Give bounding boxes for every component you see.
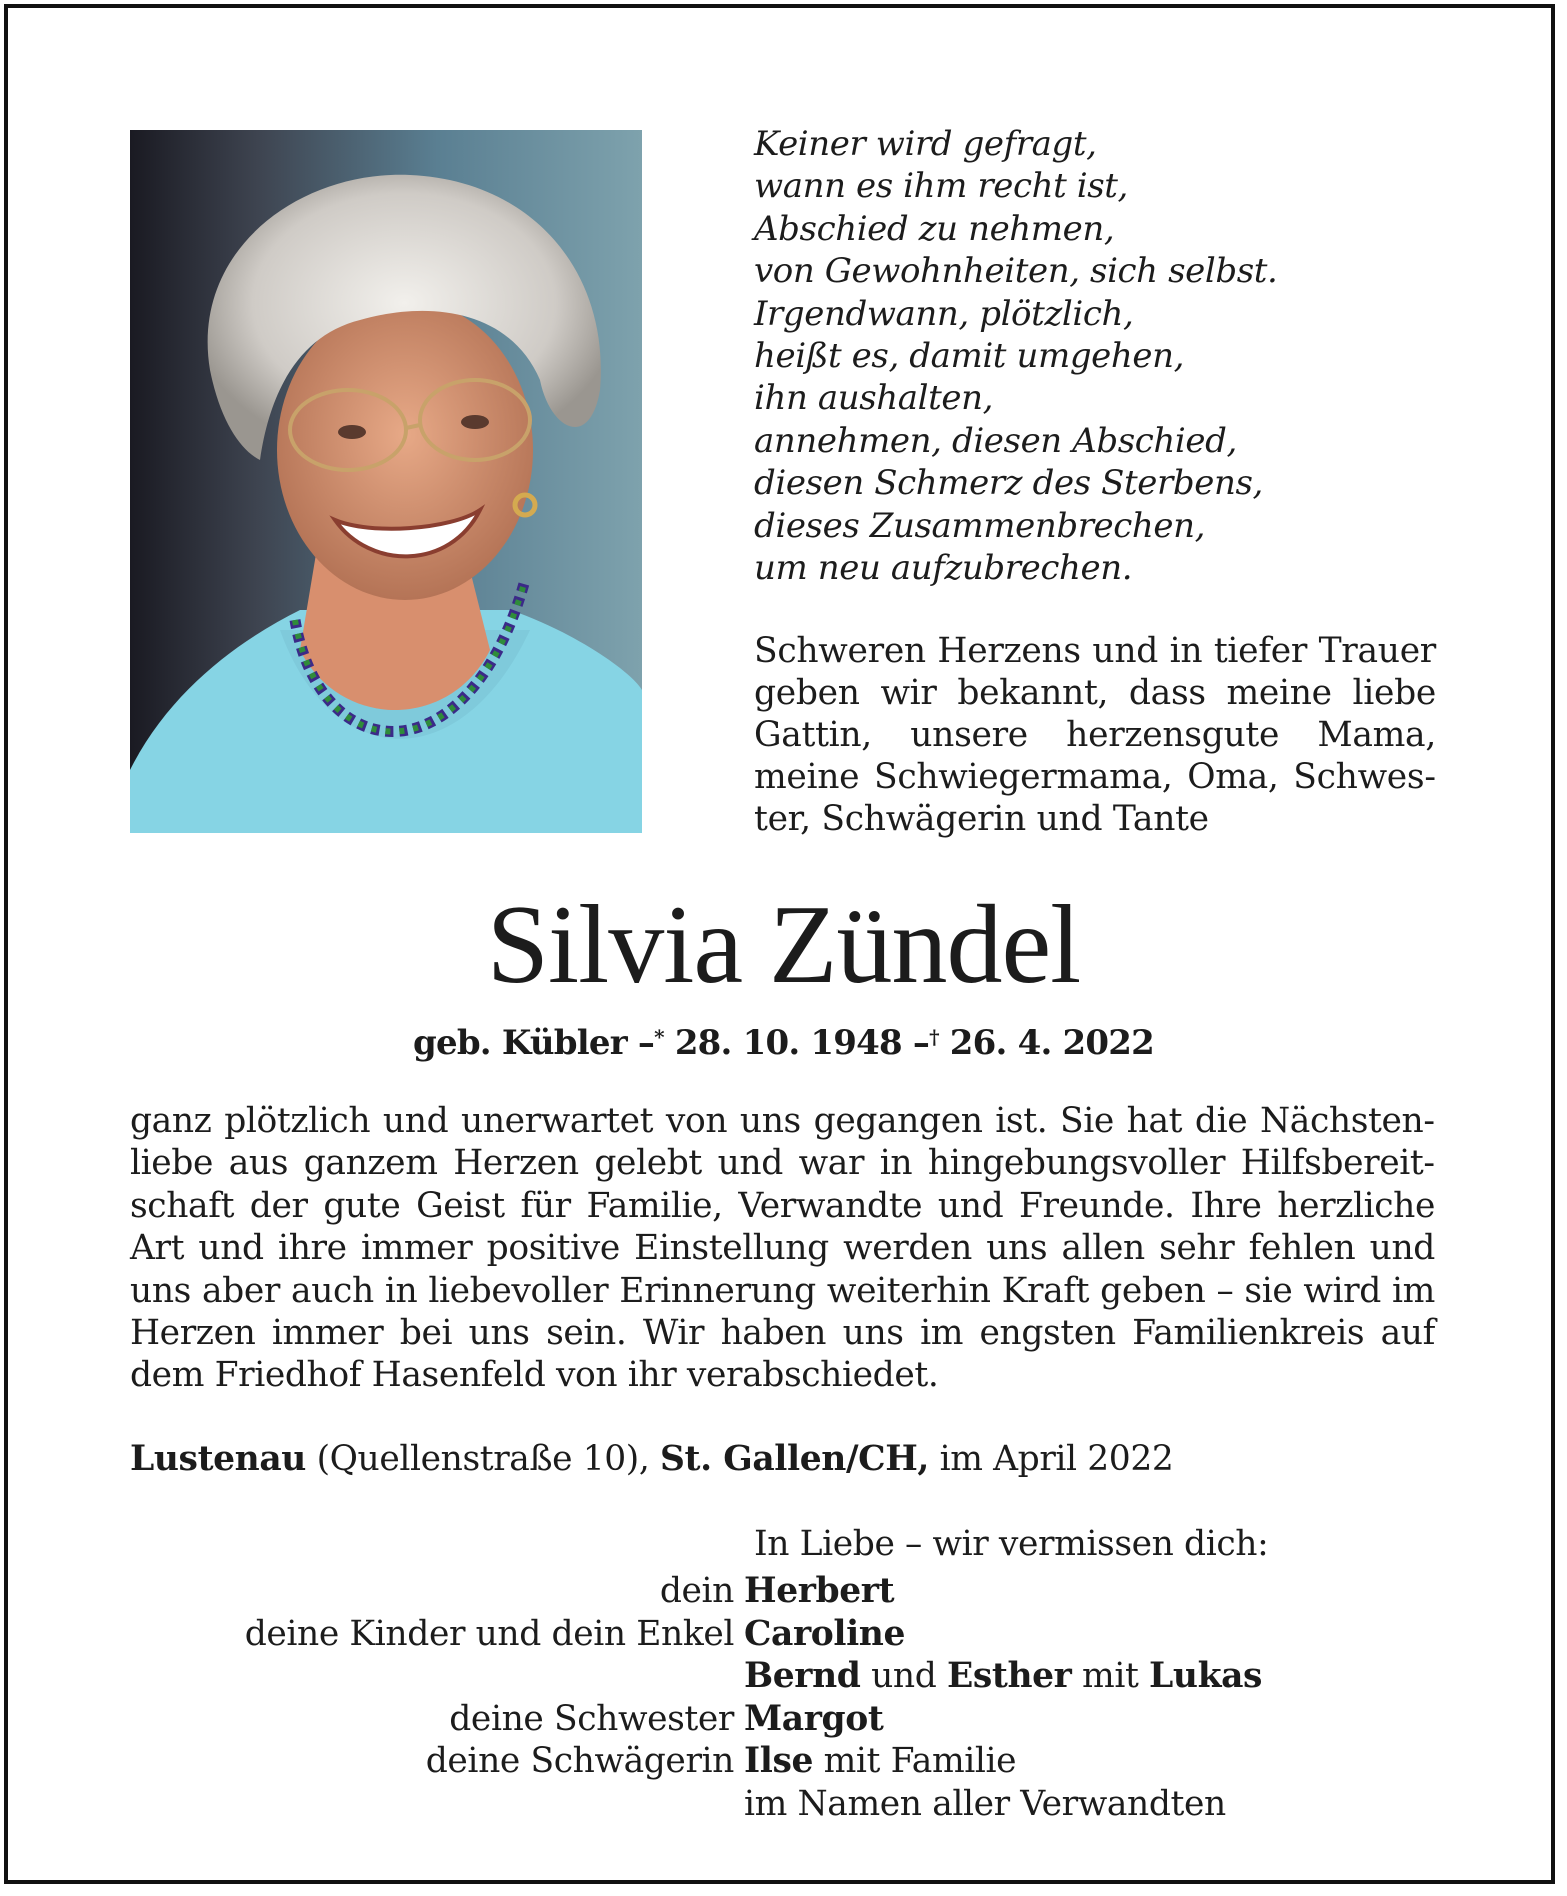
- place-date: im April 2022: [939, 1439, 1174, 1479]
- signoff: In Liebe – wir vermissen dich:: [754, 1524, 1269, 1564]
- birth-date: 28. 10. 1948: [674, 1023, 902, 1063]
- mourner-conjunction: und: [871, 1656, 937, 1696]
- place-address: (Quellenstraße 10),: [316, 1439, 650, 1479]
- mourner-name: Bernd: [744, 1656, 861, 1696]
- place-town: Lustenau: [130, 1439, 306, 1479]
- mourner-row: [130, 1655, 1430, 1698]
- mourner-row: [130, 1783, 1430, 1826]
- died-symbol: †: [929, 1025, 939, 1049]
- mourner-extra: mit Familie: [823, 1741, 1017, 1781]
- mourners-list: [130, 1570, 1430, 1825]
- mourner-name: Herbert: [744, 1571, 895, 1611]
- mourner-conjunction: mit: [1082, 1656, 1139, 1696]
- portrait-image: [130, 130, 642, 833]
- mourner-row: [130, 1613, 1430, 1656]
- mourner-name: Ilse: [744, 1741, 814, 1781]
- place-date-line: [130, 1437, 1430, 1481]
- mourner-relation: deine Schwester: [449, 1698, 734, 1739]
- poem-line: Keiner wird gefragt,: [754, 124, 1097, 164]
- poem: [754, 123, 1444, 589]
- poem-line: diesen Schmerz des Sterbens,: [754, 463, 1263, 504]
- mourner-row: [130, 1740, 1430, 1783]
- poem-line: um neu aufzubrechen.: [754, 548, 1133, 589]
- mourner-row: [130, 1698, 1430, 1741]
- death-date: 26. 4. 2022: [949, 1023, 1154, 1063]
- mourner-name: Lukas: [1149, 1656, 1263, 1696]
- mourner-name: Margot: [744, 1698, 884, 1739]
- poem-line: Abschied zu nehmen,: [754, 208, 1115, 249]
- mourner-relation: deine Schwägerin: [425, 1741, 734, 1781]
- poem-line: ihn aushalten,: [754, 378, 994, 419]
- separator: –: [637, 1023, 655, 1063]
- poem-line: dieses Zusammenbrechen,: [754, 505, 1206, 546]
- poem-line: annehmen, diesen Abschied,: [754, 420, 1237, 461]
- mourner-relation: dein: [659, 1571, 734, 1611]
- mourner-relation: deine Kinder und dein Enkel: [244, 1613, 734, 1654]
- deceased-name: Silvia Zündel: [486, 883, 1081, 1007]
- portrait-photo: [130, 130, 642, 833]
- mourner-name: Esther: [946, 1656, 1072, 1696]
- poem-line: wann es ihm recht ist,: [754, 166, 1128, 207]
- birth-name: geb. Kübler: [413, 1023, 627, 1063]
- separator: –: [912, 1023, 930, 1063]
- body-paragraph: ganz plötzlich und unerwartet von uns gegangen ist. Sie hat die Nächstenliebe aus ganzem Herzen gelebt und war in hingebungsvoller Hilfsbereitschaft der gute Geist für Familie, Verwandte und Freunde. Ihre herzliche Art und ihre immer positive Einstellung werden uns allen sehr fehlen und uns aber auch in liebevoller Erinnerung weiterhin Kraft geben – sie wird im Herzen immer bei uns sein. Wir haben uns im engsten Familienkreis auf dem Friedhof Hasenfeld von ihr verabschiedet.: [130, 1101, 1435, 1396]
- poem-line: von Gewohnheiten, sich selbst.: [754, 251, 1278, 292]
- poem-line: Irgendwann, plötzlich,: [754, 293, 1134, 334]
- born-symbol: *: [654, 1025, 664, 1049]
- mourner-row: [130, 1570, 1430, 1613]
- mourner-extra: im Namen aller Verwandten: [744, 1783, 1226, 1824]
- intro-paragraph: Schweren Herzens und in tiefer Trauer geben wir bekannt, dass meine liebe Gattin, unsere herzensgute Mama, meine Schwiegermama, Oma, Schwester, Schwägerin und Tante: [754, 631, 1436, 839]
- birth-death-line: [0, 1015, 1567, 1065]
- place-city: St. Gallen/CH,: [660, 1439, 930, 1479]
- poem-line: heißt es, damit umgehen,: [754, 336, 1185, 377]
- mourner-name: Caroline: [744, 1613, 906, 1654]
